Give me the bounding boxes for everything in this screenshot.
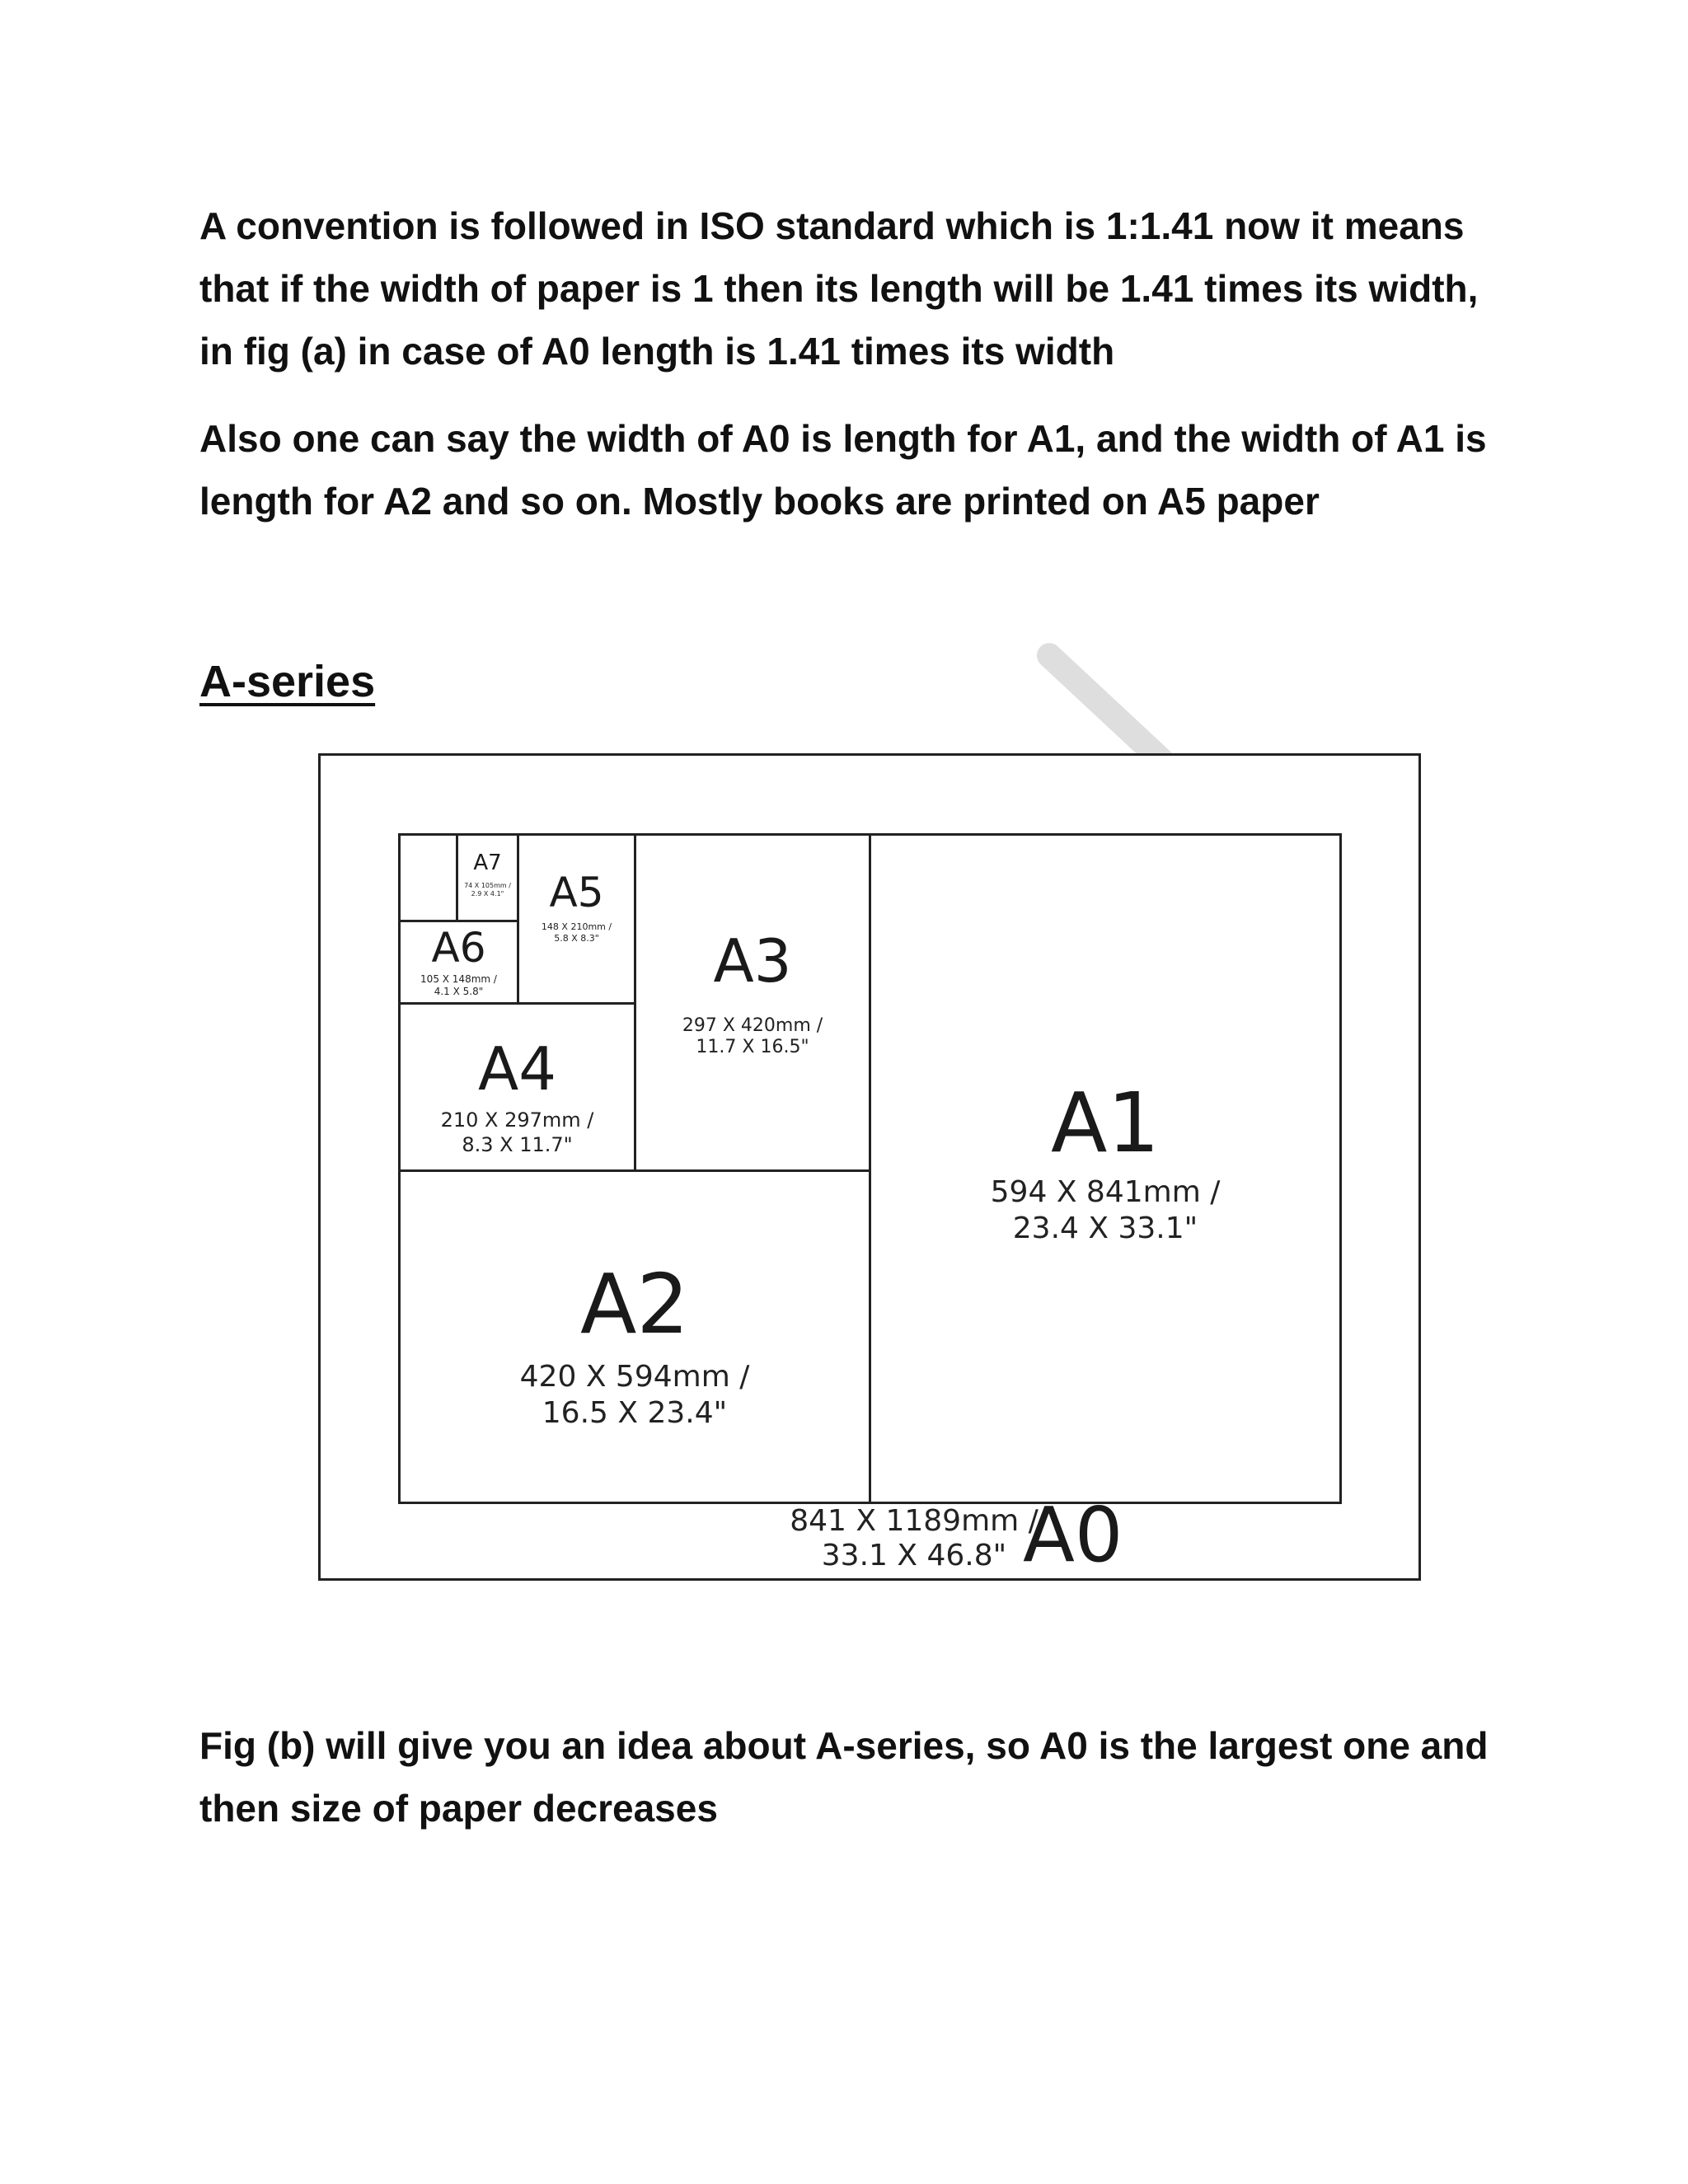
a4-label: A4: [477, 1034, 557, 1104]
paragraph-iso-ratio: A convention is followed in ISO standard which is 1:1.41 now it means that if the width of paper is 1 then its length will be 1.41 times its width, in fig (a) in case of A0 length is 1.41 times its width: [199, 204, 1479, 373]
a2-sheet: [398, 1169, 871, 1504]
a1-dim-line2: 23.4 X 33.1": [1012, 1212, 1198, 1245]
a0-dim-line1: 841 X 1189mm /: [790, 1504, 1039, 1538]
a6-label: A6: [431, 924, 486, 972]
a7-sheet: [456, 833, 519, 922]
a7-label: A7: [473, 851, 502, 875]
a4-dim-line1: 210 X 297mm /: [440, 1108, 594, 1132]
a3-dim-line2: 11.7 X 16.5": [696, 1037, 809, 1057]
a4-dim-line2: 8.3 X 11.7": [462, 1133, 573, 1156]
a3-label: A3: [713, 926, 792, 996]
a6-dim-line1: 105 X 148mm /: [420, 973, 497, 985]
a3-dim-line1: 297 X 420mm /: [682, 1015, 823, 1036]
a5-sheet: [517, 833, 636, 1005]
a6-sheet: [398, 920, 519, 1005]
a2-dim-line1: 420 X 594mm /: [519, 1360, 750, 1394]
a2-label: A2: [579, 1256, 690, 1352]
paragraph-width-length: Also one can say the width of A0 is length for A1, and the width of A1 is length for A2 and so on. Mostly books are printed on A5 paper: [199, 417, 1487, 523]
a0-dim-line2: 33.1 X 46.8": [821, 1539, 1007, 1572]
a3-sheet: [634, 833, 871, 1172]
a0-label: A0: [1023, 1491, 1123, 1579]
a-series-figure: [318, 753, 1421, 1581]
a1-dim-line1: 594 X 841mm /: [990, 1175, 1221, 1209]
a1-sheet: [869, 833, 1342, 1504]
a1-label: A1: [1050, 1075, 1160, 1171]
a6-dim-line2: 4.1 X 5.8": [434, 986, 484, 997]
a8-sheet: [398, 833, 458, 922]
a2-dim-line2: 16.5 X 23.4": [542, 1396, 728, 1430]
a7-dim-line2: 2.9 X 4.1": [471, 890, 504, 898]
a4-sheet: [398, 1002, 636, 1172]
paragraph-fig-b: Fig (b) will give you an idea about A-series, so A0 is the largest one and then size of paper decreases: [199, 1724, 1489, 1830]
a5-dim-line1: 148 X 210mm /: [541, 921, 612, 932]
section-heading: A-series: [199, 657, 376, 706]
a5-dim-line2: 5.8 X 8.3": [554, 933, 599, 944]
a5-label: A5: [549, 869, 604, 916]
a7-dim-line1: 74 X 105mm /: [464, 882, 511, 889]
